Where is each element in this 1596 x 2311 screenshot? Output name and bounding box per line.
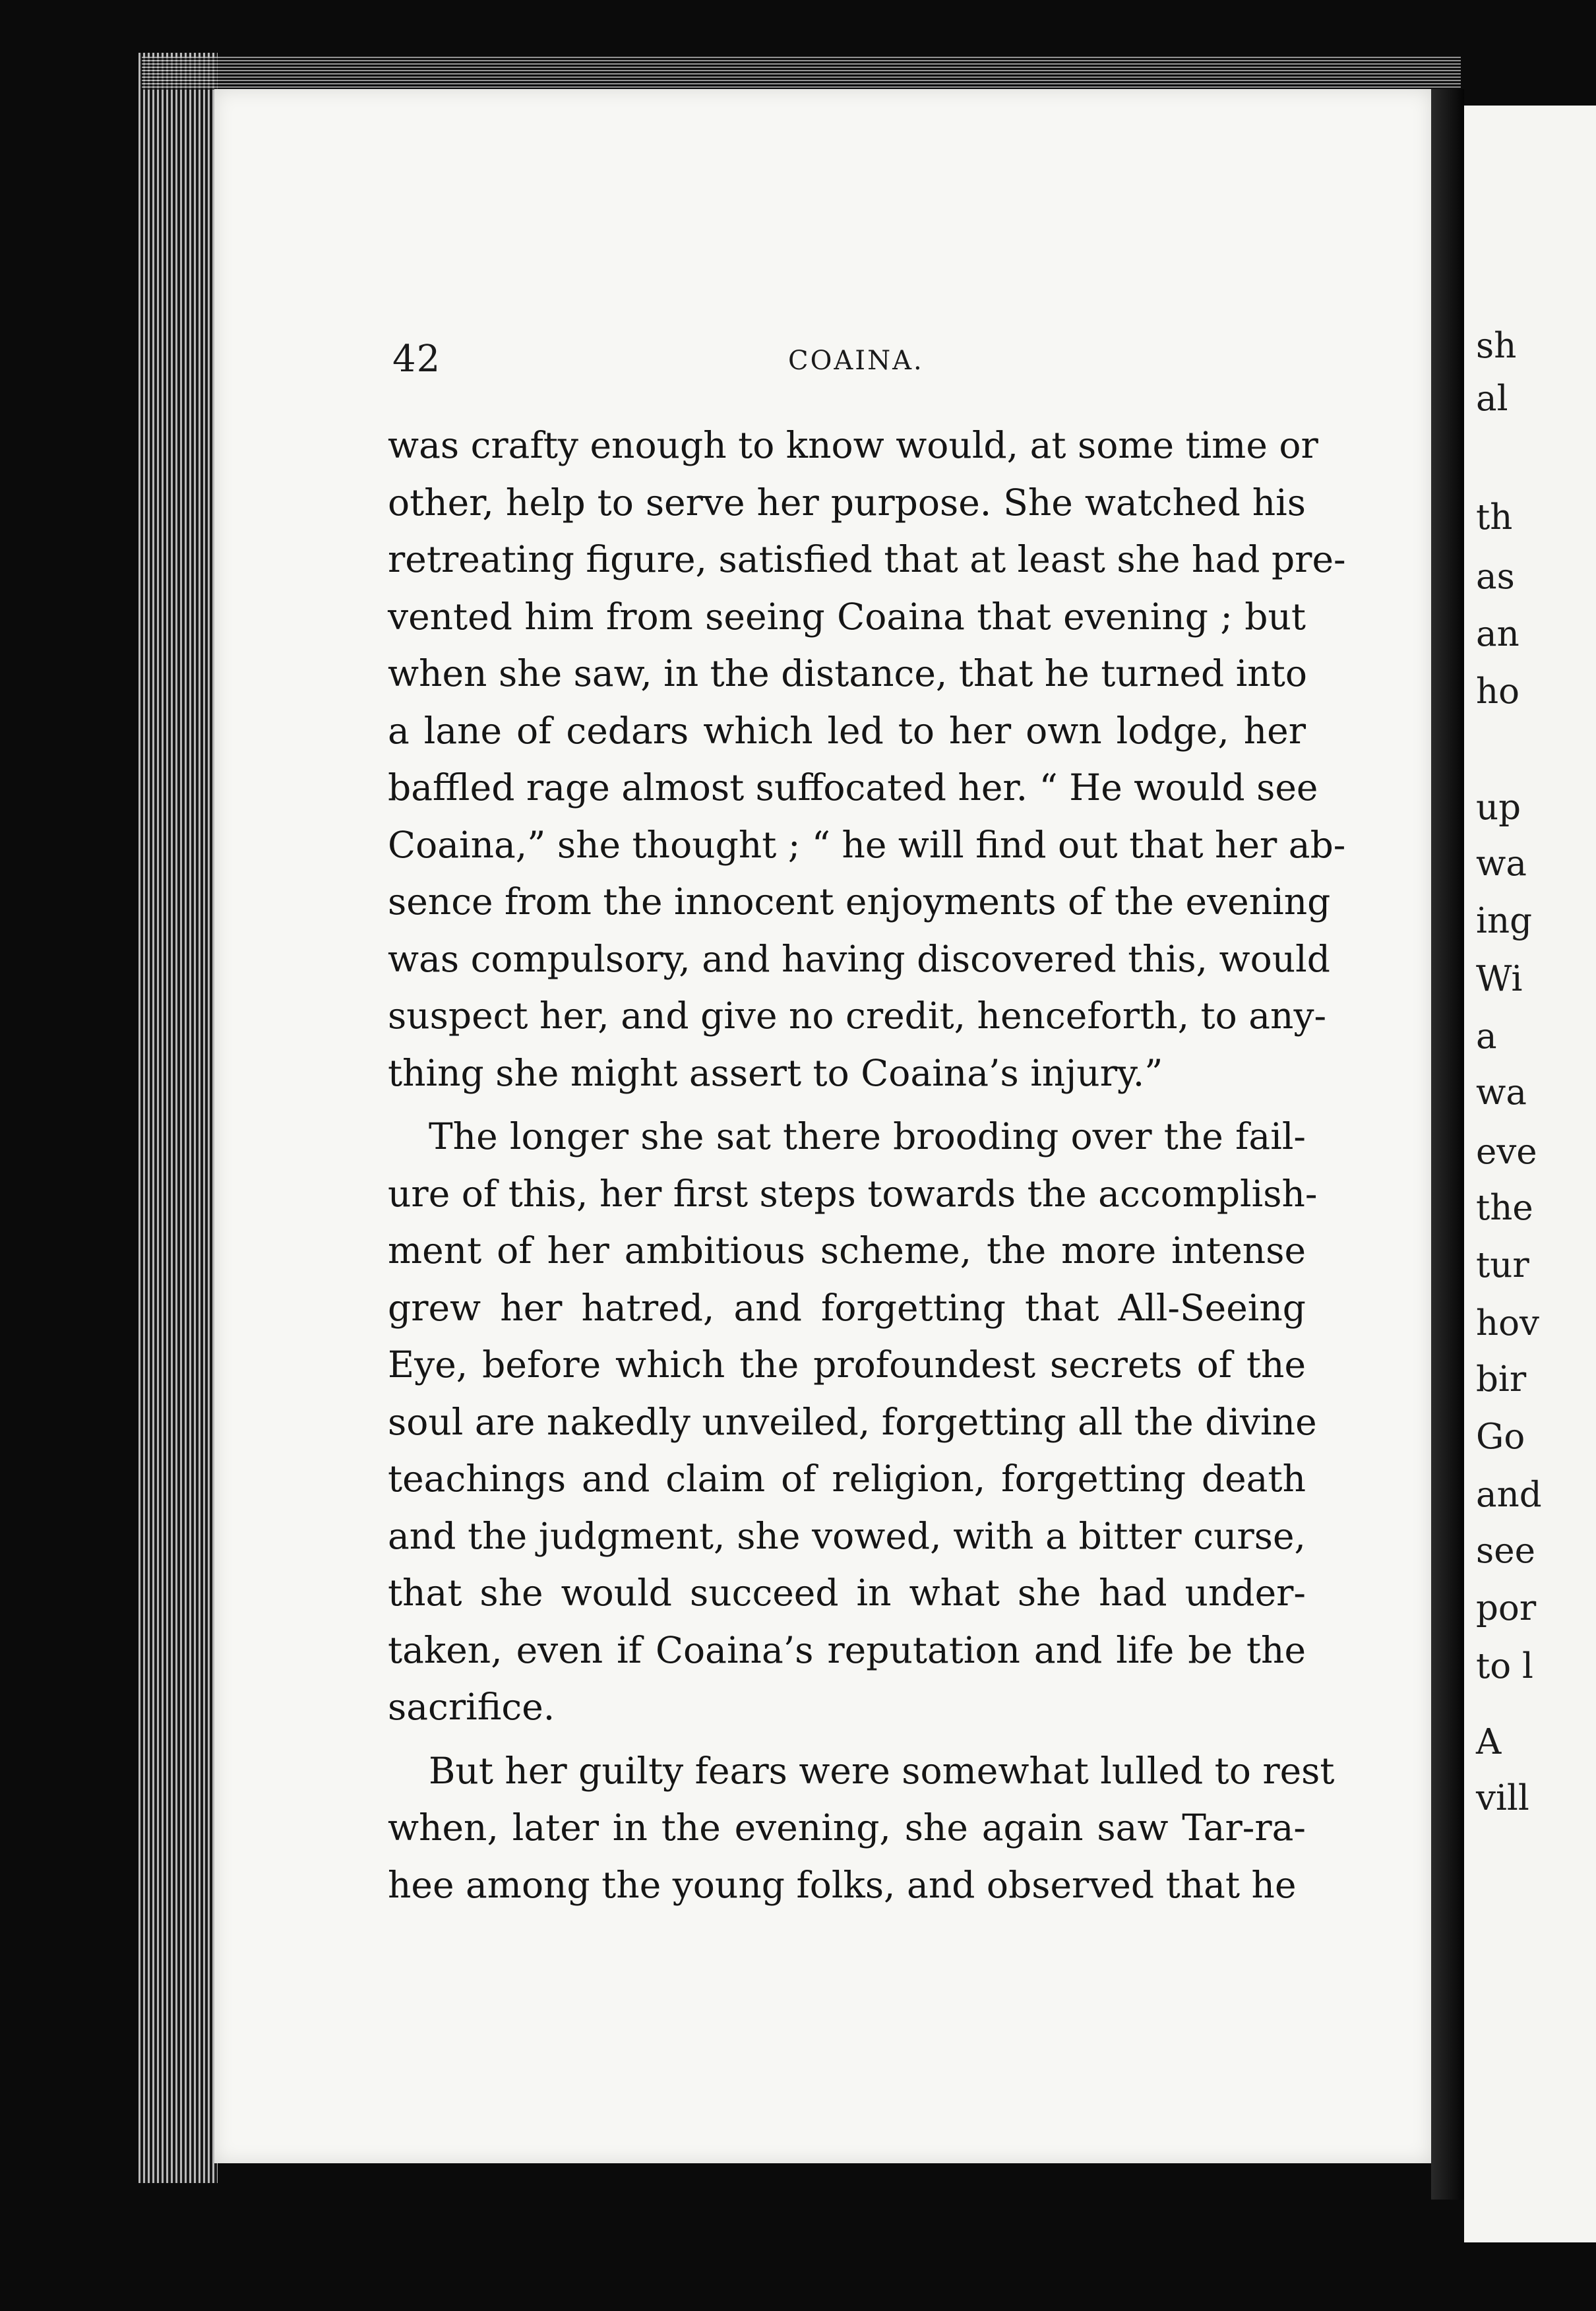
- text-line: The longer she sat there brooding over the fail-: [429, 1115, 1306, 1157]
- text-line: ure of this, her first steps towards the accomplish-: [388, 1172, 1318, 1215]
- facing-page-fragment: to l: [1476, 1646, 1534, 1686]
- facing-page-fragment: Wi: [1476, 959, 1523, 999]
- facing-page-fragment: A: [1476, 1722, 1502, 1762]
- facing-page-fragment: a: [1476, 1016, 1497, 1057]
- facing-page-fragment: ho: [1476, 671, 1520, 712]
- text-line: taken, even if Coaina’s reputation and life be the: [388, 1628, 1306, 1671]
- text-line: Coaina,” she thought ; “ he will find out that her ab-: [388, 823, 1346, 866]
- facing-page-fragment: see: [1476, 1531, 1535, 1571]
- text-line: soul are nakedly unveiled, forgetting all the divine: [388, 1400, 1317, 1443]
- paragraph: [388, 1108, 1318, 1736]
- page-edges-top: [142, 57, 1461, 90]
- paragraph: [388, 417, 1346, 1101]
- text-line: But her guilty fears were somewhat lulled to rest: [429, 1749, 1335, 1792]
- facing-page-fragment: Go: [1476, 1417, 1525, 1457]
- facing-page-fragment: wa: [1476, 844, 1527, 884]
- paragraph-gap: [388, 1101, 1306, 1108]
- text-line: baffled rage almost suffocated her. “ He would see: [388, 766, 1318, 809]
- facing-page-fragment: th: [1476, 497, 1513, 538]
- text-line: was compulsory, and having discovered this, would: [388, 937, 1330, 980]
- facing-page-fragment: and: [1476, 1475, 1542, 1515]
- text-line: hee among the young folks, and observed that he: [388, 1863, 1297, 1906]
- text-line: thing she might assert to Coaina’s injury.”: [388, 1051, 1163, 1094]
- text-line: other, help to serve her purpose. She watched his: [388, 481, 1306, 524]
- text-line: and the judgment, she vowed, with a bitter curse,: [388, 1514, 1306, 1557]
- facing-page-fragment: wa: [1476, 1072, 1527, 1113]
- facing-page-fragment: tur: [1476, 1245, 1529, 1285]
- facing-page: [1464, 106, 1596, 2242]
- text-line: sacrifice.: [388, 1686, 555, 1728]
- facing-page-fragment: as: [1476, 557, 1515, 597]
- facing-page-fragment: an: [1476, 614, 1519, 654]
- facing-page-fragment: sh: [1476, 326, 1517, 366]
- text-line: when she saw, in the distance, that he turned into: [388, 652, 1307, 694]
- facing-page-fragment: por: [1476, 1588, 1537, 1628]
- facing-page-fragment: the: [1476, 1188, 1533, 1228]
- facing-page-fragment: up: [1476, 787, 1521, 828]
- facing-page-fragment: hov: [1476, 1303, 1539, 1343]
- facing-page-fragment: ing: [1476, 901, 1533, 941]
- text-line: Eye, before which the profoundest secrets of the: [388, 1343, 1306, 1386]
- facing-page-fragment: eve: [1476, 1132, 1537, 1172]
- page-number: 42: [392, 338, 441, 381]
- text-line: vented him from seeing Coaina that evening ; but: [388, 595, 1306, 638]
- text-line: retreating figure, satisfied that at least she had pre-: [388, 538, 1346, 580]
- paragraph-gap: [388, 1736, 1306, 1742]
- facing-page-fragment: vill: [1476, 1778, 1529, 1818]
- running-head: [392, 338, 1303, 384]
- text-line: grew her hatred, and forgetting that All-Seeing: [388, 1286, 1306, 1329]
- facing-page-fragment: bir: [1476, 1359, 1527, 1400]
- paragraph: [388, 1742, 1335, 1914]
- text-line: suspect her, and give no credit, henceforth, to any-: [388, 995, 1327, 1037]
- text-line: a lane of cedars which led to her own lodge, her: [388, 709, 1306, 752]
- text-line: was crafty enough to know would, at some time or: [388, 424, 1318, 466]
- page-edges-left: [138, 53, 218, 2183]
- body-text: [388, 417, 1346, 1913]
- text-line: ment of her ambitious scheme, the more intense: [388, 1229, 1306, 1272]
- facing-page-fragment: al: [1476, 379, 1508, 419]
- text-line: sence from the innocent enjoyments of the evening: [388, 880, 1331, 923]
- text-line: when, later in the evening, she again saw Tar-ra-: [388, 1806, 1306, 1849]
- book-gutter: [1431, 89, 1464, 2200]
- text-line: that she would succeed in what she had under-: [388, 1572, 1306, 1614]
- page-title: COAINA.: [788, 346, 924, 376]
- text-line: teachings and claim of religion, forgetting death: [388, 1458, 1306, 1500]
